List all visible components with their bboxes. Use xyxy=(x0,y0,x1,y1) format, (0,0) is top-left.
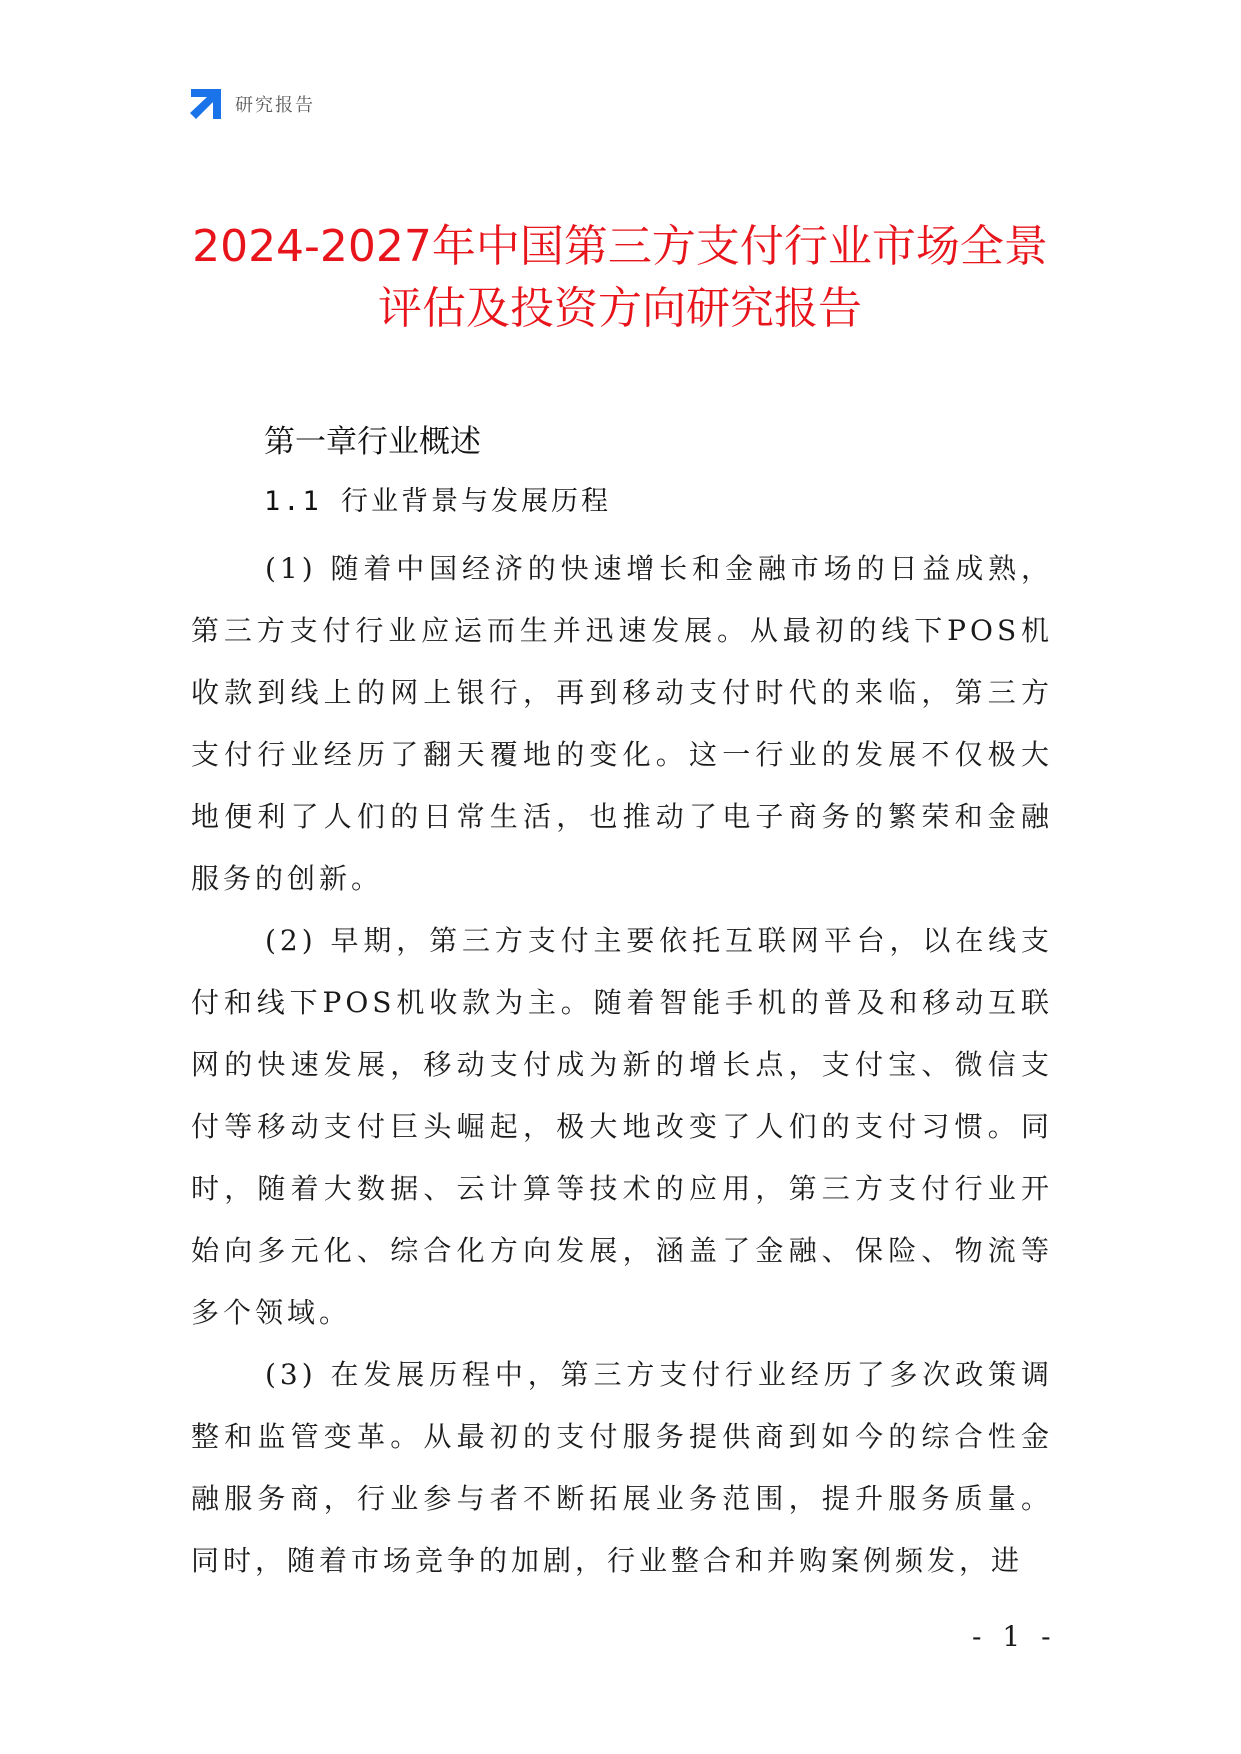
paragraph-3: (3) 在发展历程中，第三方支付行业经历了多次政策调整和监管变革。从最初的支付服务提供商到如今的综合性金融服务商，行业参与者不断拓展业务范围，提升服务质量。同时，随着市场竞争的加剧，行业整合和并购案例频发，进 xyxy=(191,1358,1053,1577)
paragraph-1: (1) 随着中国经济的快速增长和金融市场的日益成熟，第三方支付行业应运而生并迅速发展。从最初的线下POS机收款到线上的网上银行，再到移动支付时代的来临，第三方支付行业经历了翻天覆地的变化。这一行业的发展不仅极大地便利了人们的日常生活，也推动了电子商务的繁荣和金融服务的创新。 xyxy=(191,552,1053,895)
arrow-up-right-icon xyxy=(189,87,223,121)
report-header xyxy=(189,86,315,122)
title-line-2: 评估及投资方向研究报告 xyxy=(378,283,862,334)
paragraph-2: (2) 早期，第三方支付主要依托互联网平台，以在线支付和线下POS机收款为主。随着智能手机的普及和移动互联网的快速发展，移动支付成为新的增长点，支付宝、微信支付等移动支付巨头崛起，极大地改变了人们的支付习惯。同时，随着大数据、云计算等技术的应用，第三方支付行业开始向多元化、综合化方向发展，涵盖了金融、保险、物流等多个领域。 xyxy=(191,924,1053,1329)
section-heading: 1.1 行业背景与发展历程 xyxy=(264,486,612,517)
header-label: 研究报告 xyxy=(235,95,315,116)
document-title xyxy=(140,216,1100,340)
body-text xyxy=(191,538,1053,1592)
title-line-1: 2024-2027年中国第三方支付行业市场全景 xyxy=(192,221,1048,272)
chapter-heading: 第一章行业概述 xyxy=(264,424,481,460)
page-number: - 1 - xyxy=(972,1620,1057,1653)
